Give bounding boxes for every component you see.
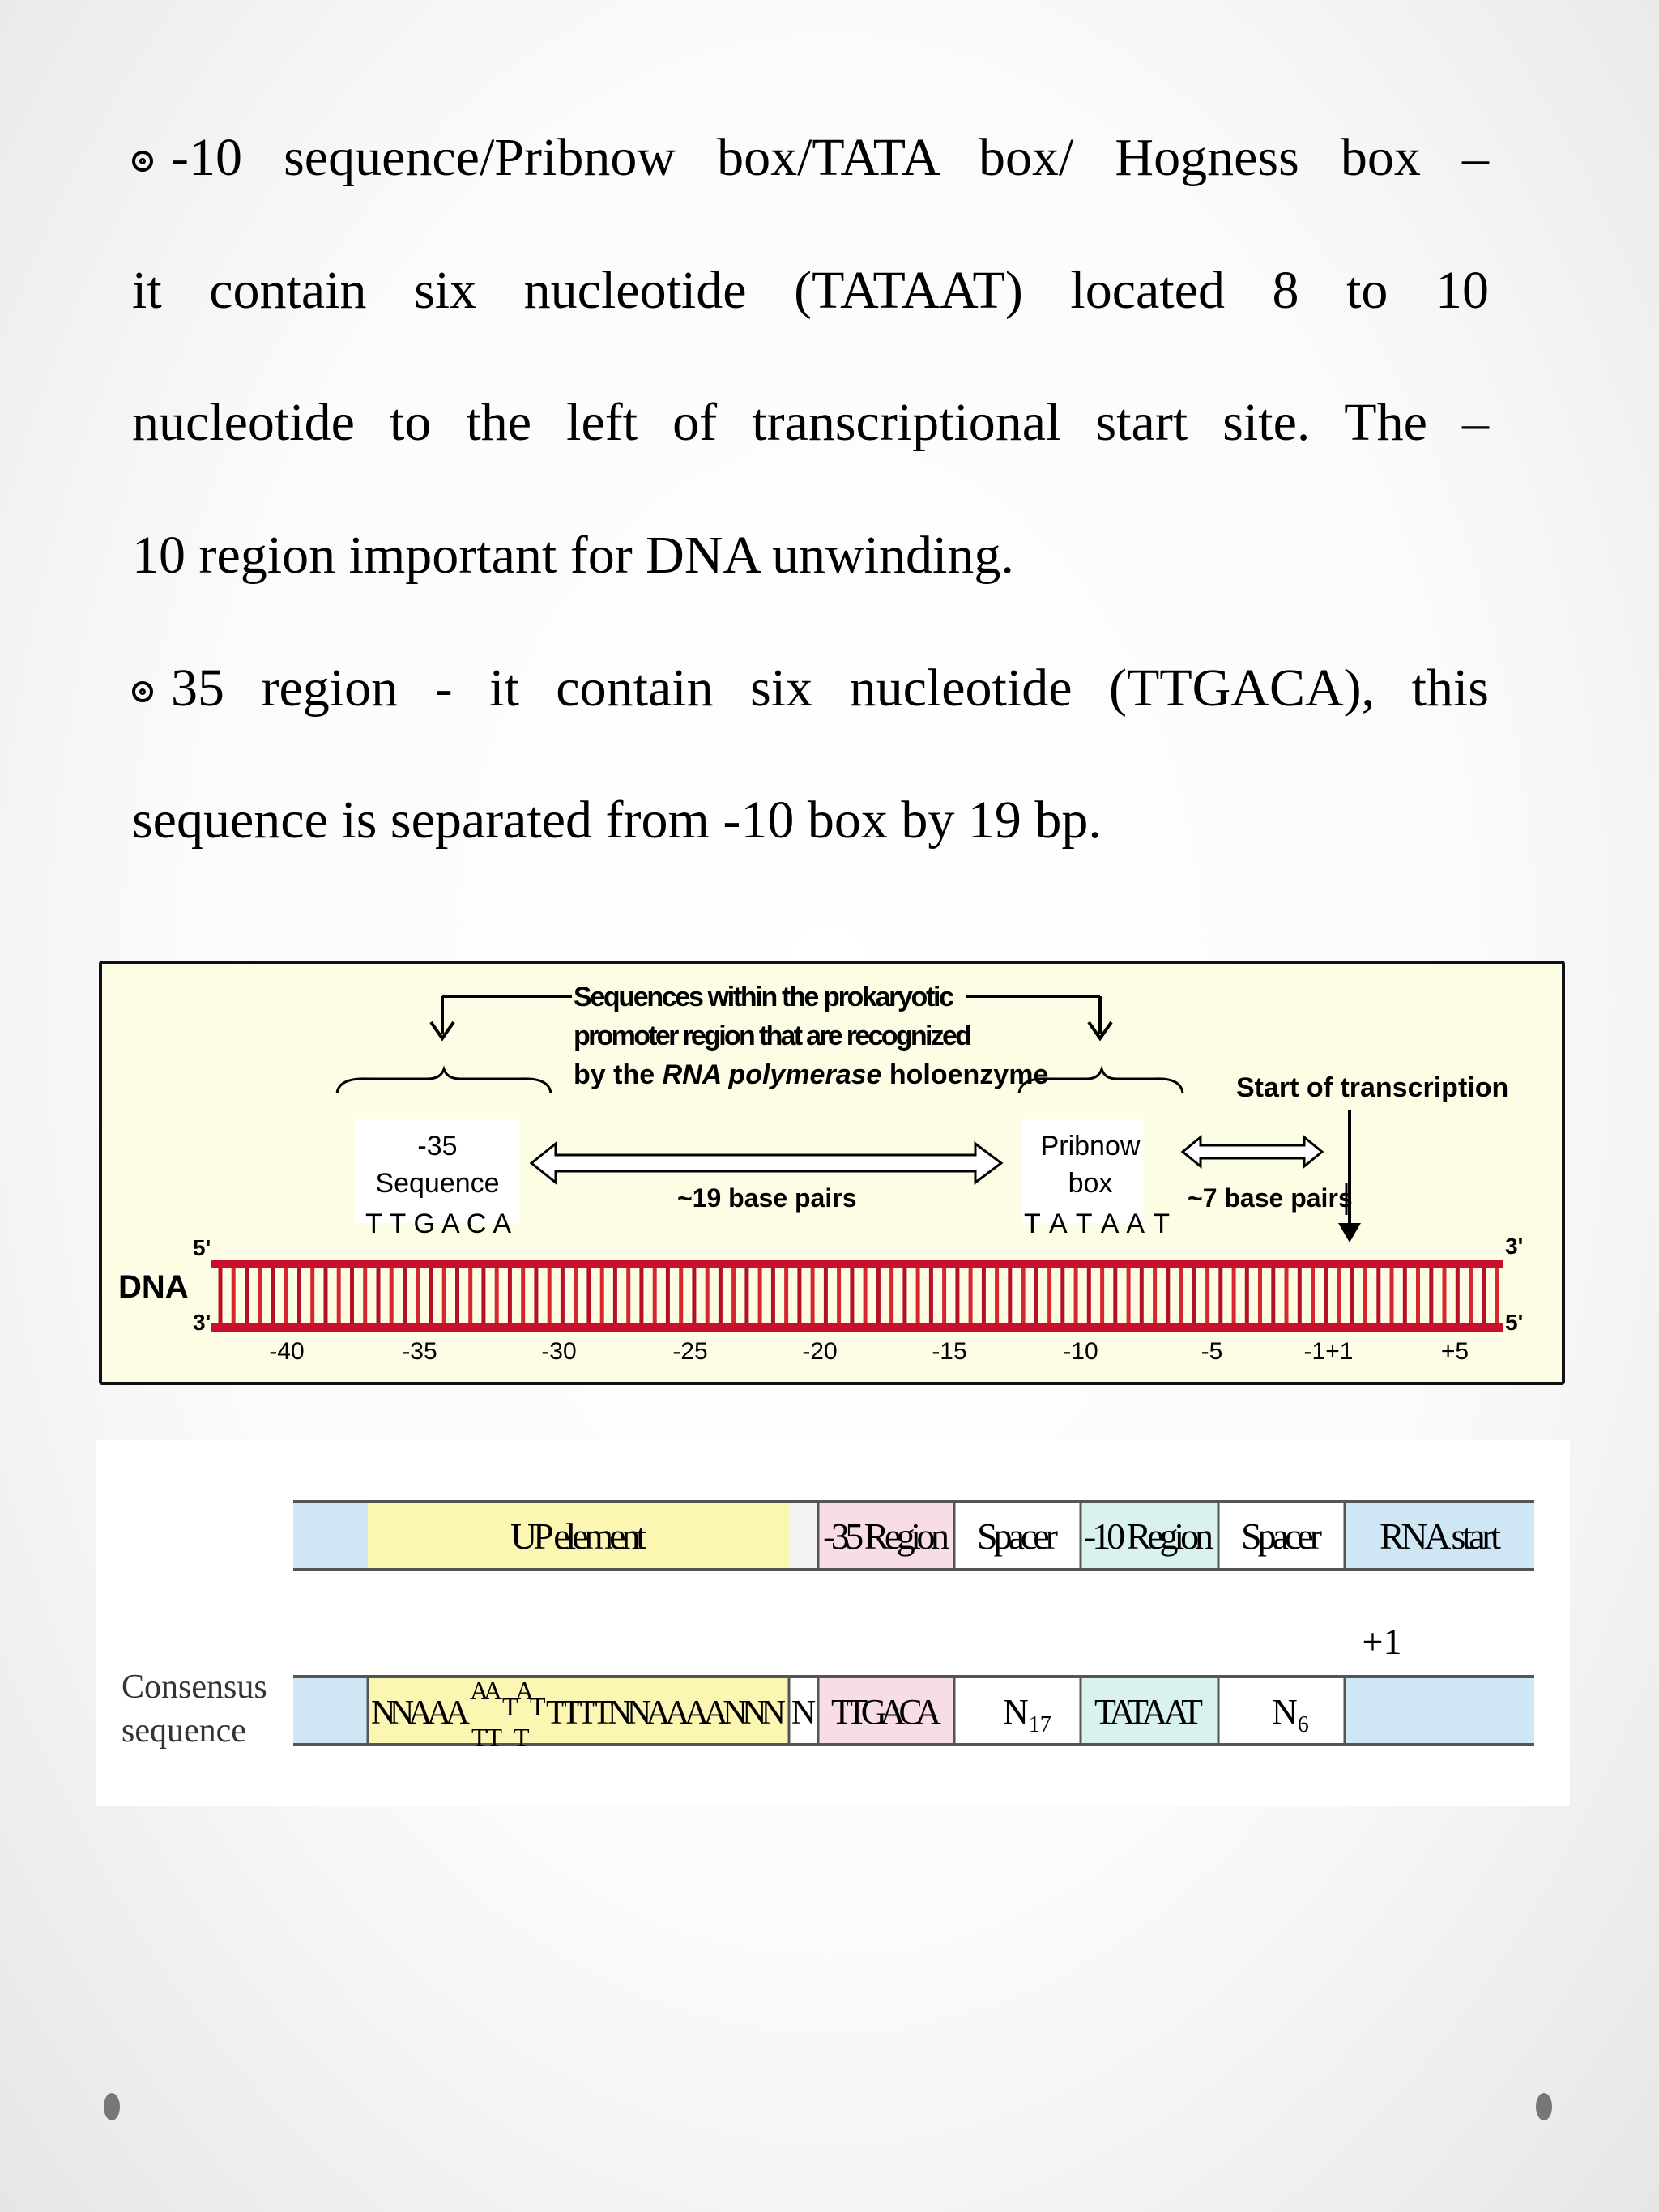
base-pair-rung	[679, 1268, 683, 1323]
base-pair-rung	[284, 1268, 288, 1323]
base-pair-rung	[232, 1268, 236, 1323]
spacer-label: Spacer	[977, 1515, 1058, 1557]
spacing-19-label: ~19 base pairs	[677, 1183, 857, 1213]
tataat-text: TATAAT	[1094, 1692, 1203, 1732]
base-pair-rung	[403, 1268, 407, 1323]
base-pair-rung	[350, 1268, 354, 1323]
position-label: -40	[269, 1338, 305, 1365]
callout-text: Sequences within the prokaryotic	[574, 982, 954, 1012]
spacer-label: Spacer	[1241, 1515, 1322, 1557]
base-pair-rung	[1153, 1268, 1157, 1323]
base-pair-rung	[495, 1268, 499, 1323]
strand-end-label: 5'	[1505, 1310, 1524, 1335]
region10-label: -10 Region	[1084, 1515, 1213, 1557]
dna-top-strand	[211, 1260, 1503, 1268]
base-pair-rung	[1429, 1268, 1433, 1323]
base-pair-rung	[1179, 1268, 1183, 1323]
base-pair-rung	[1495, 1268, 1499, 1323]
base-pair-rung	[219, 1268, 223, 1323]
bullet-line-1: -10 sequence/Pribnow box/TATA box/ Hogness box –	[132, 121, 1489, 194]
base-pair-rung	[1311, 1268, 1315, 1323]
up-consensus-variant: T	[502, 1692, 518, 1721]
brace-minus35	[337, 1069, 551, 1093]
base-pair-rung	[534, 1268, 538, 1323]
base-pair-rung	[1166, 1268, 1170, 1323]
base-pair-rung	[429, 1268, 433, 1323]
base-pair-rung	[731, 1268, 736, 1323]
base-pair-rung	[1324, 1268, 1328, 1323]
callout-text: promoter region that are recognized	[574, 1021, 972, 1051]
paragraph-line: 10 region important for DNA unwinding.	[132, 526, 1014, 585]
pribnow-label: box	[1068, 1168, 1113, 1199]
base-pair-rung	[1456, 1268, 1460, 1323]
up-consensus-variant: AA	[470, 1676, 502, 1705]
base-pair-rung	[1100, 1268, 1104, 1323]
slide-dot-left	[104, 2093, 120, 2120]
base-pair-rung	[1232, 1268, 1236, 1323]
base-pair-rung	[1087, 1268, 1091, 1323]
base-pair-rung	[1482, 1268, 1486, 1323]
base-pair-rung	[455, 1268, 459, 1323]
up-consensus-variant: TT	[471, 1723, 502, 1752]
base-pair-rung	[1376, 1268, 1380, 1323]
double-arrow-19bp	[531, 1144, 1001, 1183]
base-pair-rung	[508, 1268, 512, 1323]
base-pair-rung	[784, 1268, 788, 1323]
base-pair-rung	[1285, 1268, 1289, 1323]
base-pair-rung	[1021, 1268, 1026, 1323]
base-pair-rung	[521, 1268, 525, 1323]
base-pair-rung	[1350, 1268, 1354, 1323]
consensus-diagram	[96, 1440, 1570, 1806]
dna-label: DNA	[118, 1269, 189, 1305]
base-pair-rung	[377, 1268, 381, 1323]
consensus-label: Consensus	[122, 1669, 267, 1706]
base-pair-rung	[1363, 1268, 1367, 1323]
promoter-diagram-svg	[102, 964, 1562, 1382]
base-pair-rung	[1258, 1268, 1262, 1323]
base-pair-rung	[771, 1268, 775, 1323]
base-pair-rung	[310, 1268, 314, 1323]
position-label: -25	[672, 1338, 708, 1365]
base-pair-rung	[797, 1268, 801, 1323]
base-pair-rung	[561, 1268, 565, 1323]
strand-end-label: 5'	[193, 1235, 211, 1260]
pribnow-label: Pribnow	[1040, 1131, 1141, 1161]
base-pair-rung	[876, 1268, 881, 1323]
base-pair-rung	[468, 1268, 472, 1323]
base-pair-rung	[1127, 1268, 1131, 1323]
dna-base-pairs	[219, 1268, 1499, 1323]
base-pair-rung	[1192, 1268, 1196, 1323]
base-pair-rung	[1140, 1268, 1144, 1323]
dna-bottom-strand	[211, 1323, 1503, 1332]
ttgaca-text: TTGACA	[831, 1692, 941, 1732]
base-pair-rung	[626, 1268, 630, 1323]
base-pair-rung	[613, 1268, 617, 1323]
base-pair-rung	[639, 1268, 643, 1323]
position-label: -35	[402, 1338, 437, 1365]
base-pair-rung	[889, 1268, 893, 1323]
base-pair-rung	[1074, 1268, 1078, 1323]
minus35-label: Sequence	[375, 1168, 500, 1199]
base-pair-rung	[758, 1268, 762, 1323]
base-pair-rung	[1298, 1268, 1302, 1323]
strand-end-label: 3'	[193, 1310, 211, 1335]
rna-start-label: RNA start	[1380, 1515, 1501, 1557]
bullet-icon	[132, 151, 153, 172]
consensus-label: sequence	[122, 1712, 246, 1750]
position-label: -30	[541, 1338, 577, 1365]
position-label: -1+1	[1303, 1338, 1354, 1365]
base-pair-rung	[586, 1268, 591, 1323]
bullet-line-2: 35 region - it contain six nucleotide (TTGACA), this	[132, 652, 1489, 725]
start-transcription-label: Start of transcription	[1236, 1072, 1509, 1103]
base-pair-rung	[600, 1268, 604, 1323]
base-pair-rung	[692, 1268, 696, 1323]
spacing-7-label: ~7 base pairs	[1188, 1183, 1353, 1213]
row2-left-end	[293, 1677, 368, 1745]
base-pair-rung	[955, 1268, 959, 1323]
row1-left-end	[293, 1502, 368, 1570]
base-pair-rung	[811, 1268, 815, 1323]
minus35-label: -35	[417, 1131, 458, 1161]
base-pair-rung	[706, 1268, 710, 1323]
base-pair-rung	[902, 1268, 906, 1323]
base-pair-rung	[1034, 1268, 1038, 1323]
plus-one-label: +1	[1362, 1621, 1402, 1662]
base-pair-rung	[1047, 1268, 1051, 1323]
up-consensus-text: TTTTNNAAAANNN	[546, 1694, 786, 1732]
position-label: -5	[1201, 1338, 1223, 1365]
base-pair-rung	[297, 1268, 301, 1323]
base-pair-rung	[1008, 1268, 1012, 1323]
base-pair-rung	[1205, 1268, 1209, 1323]
base-pair-rung	[850, 1268, 854, 1323]
base-pair-rung	[1113, 1268, 1117, 1323]
gap-segment	[789, 1502, 818, 1570]
n17-text: $N_{17}$	[1003, 1692, 1051, 1737]
paragraph-line: sequence is separated from -10 box by 19 bp.	[132, 791, 1102, 850]
base-pair-rung	[653, 1268, 657, 1323]
base-pair-rung	[916, 1268, 920, 1323]
base-pair-rung	[824, 1268, 828, 1323]
slide-dot-right	[1536, 2093, 1552, 2120]
base-pair-rung	[442, 1268, 446, 1323]
base-pair-rung	[271, 1268, 275, 1323]
base-pair-rung	[574, 1268, 578, 1323]
up-element-label: UP element	[510, 1515, 646, 1557]
base-pair-rung	[744, 1268, 748, 1323]
region35-label: -35 Region	[823, 1515, 949, 1557]
base-pair-rung	[1337, 1268, 1341, 1323]
base-pair-rung	[942, 1268, 946, 1323]
n-text: N	[791, 1694, 817, 1732]
base-pair-rung	[719, 1268, 723, 1323]
base-pair-rung	[1390, 1268, 1394, 1323]
base-pair-rung	[864, 1268, 868, 1323]
pribnow-sequence: T A T A A T	[1024, 1208, 1170, 1239]
base-pair-rung	[666, 1268, 670, 1323]
minus35-sequence: T T G A C A	[365, 1208, 511, 1239]
base-pair-rung	[390, 1268, 394, 1323]
promoter-diagram	[99, 961, 1565, 1385]
base-pair-rung	[363, 1268, 367, 1323]
up-consensus-variant: T	[514, 1723, 530, 1752]
position-label: +5	[1440, 1338, 1469, 1365]
base-pair-rung	[258, 1268, 262, 1323]
base-pair-rung	[837, 1268, 841, 1323]
n6-text: $N_6$	[1272, 1692, 1309, 1737]
position-label: -15	[932, 1338, 967, 1365]
base-pair-rung	[995, 1268, 999, 1323]
bullet-icon	[132, 681, 153, 702]
base-pair-rung	[1271, 1268, 1275, 1323]
paragraph-line: nucleotide to the left of transcriptional start site. The –	[132, 393, 1489, 452]
strand-end-label: 3'	[1505, 1234, 1524, 1259]
base-pair-rung	[1245, 1268, 1249, 1323]
base-pair-rung	[929, 1268, 933, 1323]
base-pair-rung	[481, 1268, 485, 1323]
arrowhead-icon	[1338, 1223, 1361, 1242]
base-pair-rung	[1469, 1268, 1473, 1323]
up-consensus-variant: T	[530, 1692, 546, 1721]
base-pair-rung	[969, 1268, 973, 1323]
base-pair-rung	[982, 1268, 986, 1323]
base-pair-rung	[1443, 1268, 1447, 1323]
paragraph-line: it contain six nucleotide (TATAAT) located 8 to 10	[132, 261, 1489, 320]
consensus-diagram-svg	[96, 1440, 1570, 1806]
double-arrow-7bp	[1183, 1137, 1322, 1166]
up-consensus-text: NNAAA	[371, 1694, 470, 1732]
base-pair-rung	[324, 1268, 328, 1323]
base-pair-rung	[245, 1268, 249, 1323]
up-consensus-variant: A	[515, 1676, 535, 1705]
base-pair-rung	[337, 1268, 341, 1323]
base-pair-rung	[1218, 1268, 1222, 1323]
row2-right-end	[1345, 1677, 1534, 1745]
base-pair-rung	[548, 1268, 552, 1323]
base-pair-rung	[1403, 1268, 1407, 1323]
position-label: -20	[802, 1338, 838, 1365]
base-pair-rung	[1416, 1268, 1420, 1323]
callout-text: by the RNA polymerase holoenzyme	[574, 1059, 1049, 1090]
base-pair-rung	[416, 1268, 420, 1323]
base-pair-rung	[1060, 1268, 1064, 1323]
position-label: -10	[1063, 1338, 1098, 1365]
